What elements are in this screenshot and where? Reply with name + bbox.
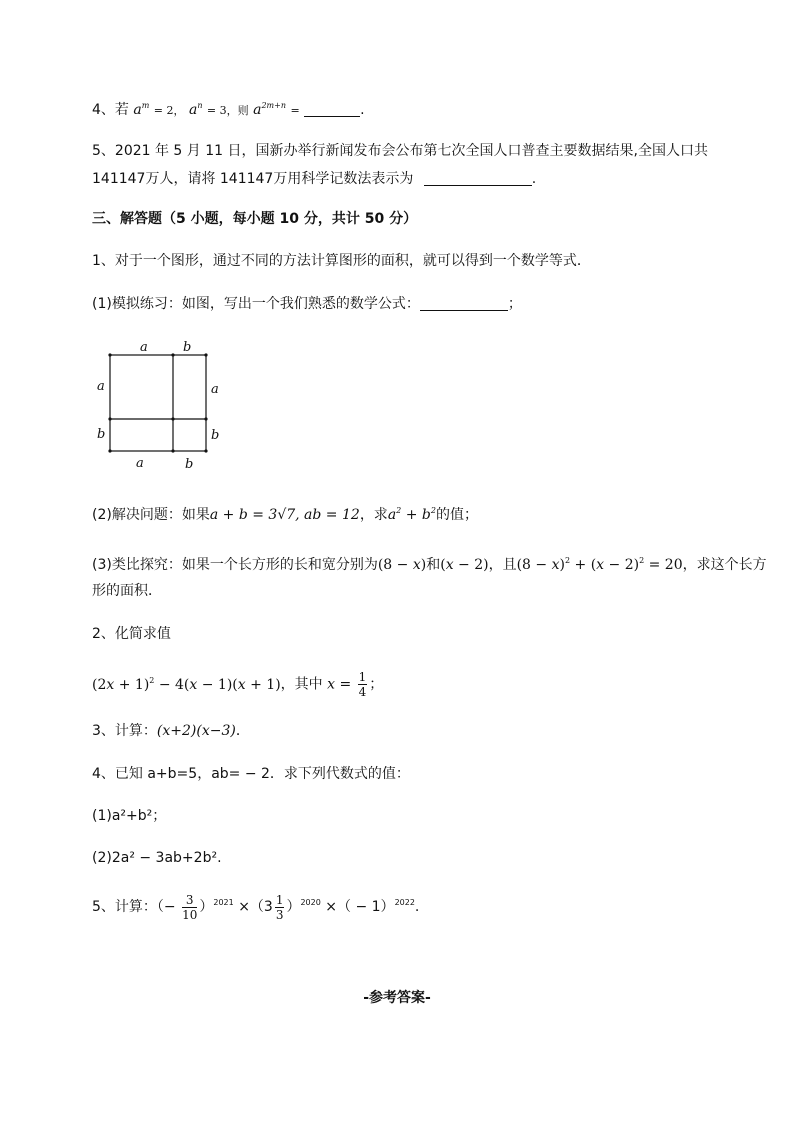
label-right-b: b [211, 428, 220, 443]
answer-heading: -参考答案- [363, 990, 431, 1006]
label-right-a: a [211, 382, 219, 397]
question-4-part1: (1)a²+b²； [92, 808, 167, 824]
expr-condition: a + b = 3√7, ab = 12 [209, 507, 360, 523]
question-1-part3-line2: 形的面积． [92, 583, 162, 599]
label-bottom-a: a [136, 456, 144, 471]
question-5: 5、计算：（− $\frac{3}{10}$ ）$^{2021}$ ×（3 $\frac{1}{3}$ ）$^{2020}$ ×（ − 1）$^{2022}$. [92, 892, 420, 922]
fraction-3-10: $\frac{3}{10}$ [182, 892, 198, 922]
fraction-1-3: $\frac{1}{3}$ [275, 892, 284, 922]
label-bottom-b: b [185, 457, 194, 472]
section-heading: 三、解答题（5 小题，每小题 10 分，共计 50 分） [92, 211, 418, 227]
expr-a2-b2: $a^2 + b^2$ [387, 506, 436, 523]
question-4: 4、已知 a+b=5，ab= − 2．求下列代数式的值： [92, 766, 410, 782]
label-left-b: b [97, 427, 106, 442]
question-1-part1: (1)模拟练习：如图，写出一个我们熟悉的数学公式： ； [92, 296, 522, 312]
expr-a-2m-n: $a^{2m+n}$ [253, 101, 286, 118]
expr-a-n: $a^n$ [188, 101, 203, 118]
outer-square [110, 355, 206, 451]
question-1-part3: (3)类比探究：如果一个长方形的长和宽分别为(8 − x)和(x − 2)，且$(8 - x)^2 + (x - 2)^2 = 20$，求这个长方 [92, 556, 767, 573]
expr-width: (x − 2) [440, 557, 489, 573]
question-2-title: 2、化简求值 [92, 626, 171, 642]
question-1-part2: (2)解决问题：如果a + b = 3√7, ab = 12，求$a^2 + b^2$的值； [92, 506, 478, 523]
fill-question-4: 4、若 $a^m = 2$， $a^n = 3$，则 $a^{2m+n}$ = . [92, 101, 365, 118]
question-2-expression: $(2x + 1)^2 - 4(x - 1)(x + 1)$，其中 x = $\frac{1}{4}$ ； [92, 670, 384, 699]
answer-blank[interactable] [304, 102, 360, 117]
question-3: 3、计算：(x+2)(x−3)． [92, 723, 250, 739]
expr-length: (8 − x) [377, 557, 427, 573]
fraction-one-quarter: $\frac{1}{4}$ [358, 670, 367, 699]
question-4-part2: (2)2a² − 3ab+2b². [92, 850, 222, 866]
fill-question-5-line1: 5、2021 年 5 月 11 日，国新办举行新闻发布会公布第七次全国人口普查主要数据结果,全国人口共 [92, 143, 708, 159]
expr-simplify: $(2x + 1)^2 - 4(x - 1)(x + 1)$ [92, 675, 281, 693]
fill-question-5-line2: 141147万人，请将 141147万用科学记数法表示为 . [92, 171, 537, 187]
expr-a-m: $a^m$ [133, 101, 150, 118]
square-diagram [90, 335, 230, 475]
question-1-intro: 1、对于一个图形，通过不同的方法计算图形的面积，就可以得到一个数学等式． [92, 253, 591, 269]
answer-blank[interactable] [424, 171, 532, 186]
label-left-a: a [97, 379, 105, 394]
corner-dots [108, 353, 207, 452]
label-top-b: b [183, 340, 192, 355]
expr-equation: $(8 - x)^2 + (x - 2)^2 = 20$ [516, 556, 683, 573]
label-top-a: a [140, 340, 148, 355]
answer-blank[interactable] [420, 296, 508, 311]
